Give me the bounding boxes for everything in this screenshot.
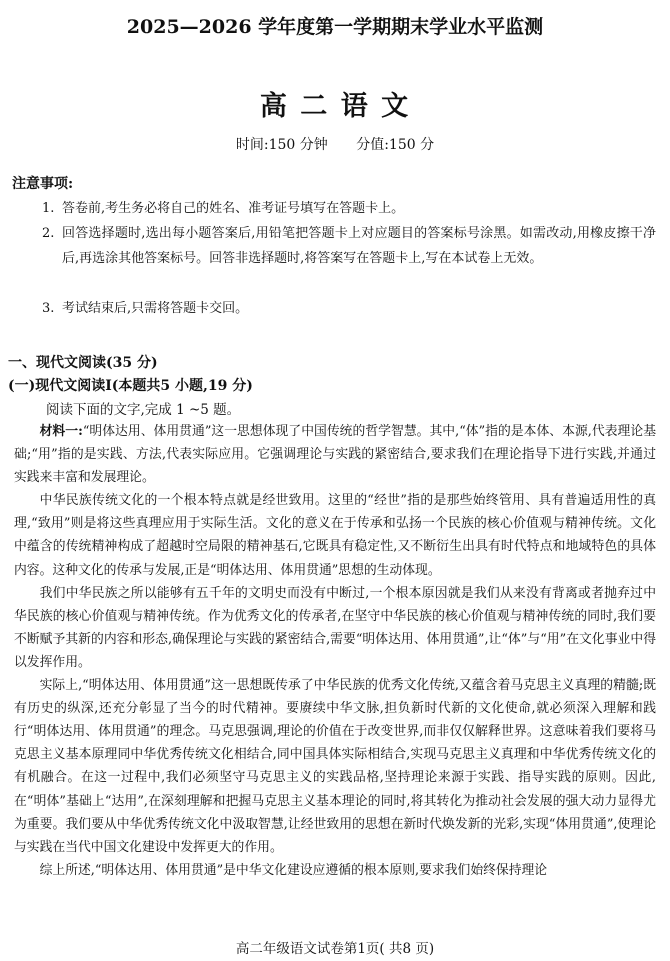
- material-paragraph: [14, 420, 656, 489]
- section-subtitle: (一)现代文阅读Ⅰ(本题共5 小题,19 分): [8, 378, 253, 394]
- notice-item-1: [42, 196, 656, 221]
- notice-item-number: 2.: [42, 226, 55, 241]
- paragraph-text: “明体达用、体用贯通”这一思想体现了中国传统的哲学智慧。其中,“体”指的是本体、本源,代表理论基础;“用”指的是实践、方法,代表实际应用。它强调理论与实践的紧密结合,要求我们在理论指导下进行实践,并通过实践来丰富和发展理论。: [14, 424, 656, 486]
- notice-item-number: 1.: [42, 201, 55, 216]
- notice-item-number: 3.: [42, 301, 55, 316]
- notice-heading: 注意事项:: [12, 176, 74, 192]
- section-title: 一、现代文阅读(35 分): [8, 355, 158, 371]
- exam-title: 2025—2026 学年度第一学期期末学业水平监测: [126, 16, 544, 38]
- page-footer: 高二年级语文试卷第1页( 共8 页): [235, 941, 435, 957]
- subject-title: 高 二 语 文: [259, 91, 411, 122]
- reading-material: [14, 420, 656, 882]
- notice-item-2: [42, 221, 656, 271]
- material-label: 材料一:: [39, 424, 83, 439]
- material-paragraph: 我们中华民族之所以能够有五千年的文明史而没有中断过,一个根本原因就是我们从来没有背离或者抛弃过中华民族的核心价值观与精神传统。作为优秀文化的传承者,在坚守中华民族的核心价值观与精神传统的同时,我们要不断赋予其新的内容和形态,确保理论与实践的紧密结合,需要“明体达用、体用贯通”,让“体”与“用”在文化事业中得以发挥作用。: [14, 585, 656, 670]
- material-paragraph: 综上所述,“明体达用、体用贯通”是中华文化建设应遵循的根本原则,要求我们始终保持理论: [39, 862, 548, 878]
- material-paragraph: 中华民族传统文化的一个根本特点就是经世致用。这里的“经世”指的是那些始终管用、具有普遍适用性的真理,“致用”则是将这些真理应用于实际生活。文化的意义在于传承和弘扬一个民族的核心价值观与精神传统。文化中蕴含的传统精神构成了超越时空局限的精神基石,它既具有稳定性,又不断衍生出具有时代特点和地域特色的具体内容。这种文化的传承与发展,正是“明体达用、体用贯通”思想的生动体现。: [14, 493, 656, 578]
- material-paragraph: 实际上,“明体达用、体用贯通”这一思想既传承了中华民族的优秀文化传统,又蕴含着马克思主义真理的精髓;既有历史的纵深,还充分彰显了当今的时代精神。要赓续中华文脉,担负新时代新的文化使命,就必须深入理解和践行“明体达用、体用贯通”的理念。马克思强调,理论的价值在于改变世界,而非仅仅解释世界。这意味着我们要将马克思主义基本原理同中华优秀传统文化相结合,同中国具体实际相结合,实现马克思主义真理和中华优秀传统文化的有机融合。在这一过程中,我们必须坚守马克思主义的实践品格,坚持理论来源于实践、指导实践的原则。因此,在“明体”基础上“达用”,在深刻理解和把握马克思主义基本理论的同时,将其转化为推动社会发展的强大动力显得尤为重要。我们要从中华优秀传统文化中汲取智慧,让经世致用的思想在新时代焕发新的光彩,实现“体用贯通”,使理论与实践在当代中国文化建设中发挥更大的作用。: [14, 678, 656, 855]
- exam-meta: [0, 134, 670, 154]
- notice-item-3: [42, 296, 656, 321]
- reading-instruction: 阅读下面的文字,完成 1 ~5 题。: [46, 402, 241, 418]
- notice-item-text: 回答选择题时,选出每小题答案后,用铅笔把答题卡上对应题目的答案标号涂黑。如需改动,用橡皮擦干净后,再选涂其他答案标号。回答非选择题时,将答案写在答题卡上,写在本试卷上无效。: [62, 226, 656, 266]
- exam-score: 分值:150 分: [356, 137, 435, 153]
- exam-time: 时间:150 分钟: [235, 137, 328, 153]
- notice-item-text: 考试结束后,只需将答题卡交回。: [62, 301, 249, 316]
- notice-item-text: 答卷前,考生务必将自己的姓名、准考证号填写在答题卡上。: [62, 201, 405, 216]
